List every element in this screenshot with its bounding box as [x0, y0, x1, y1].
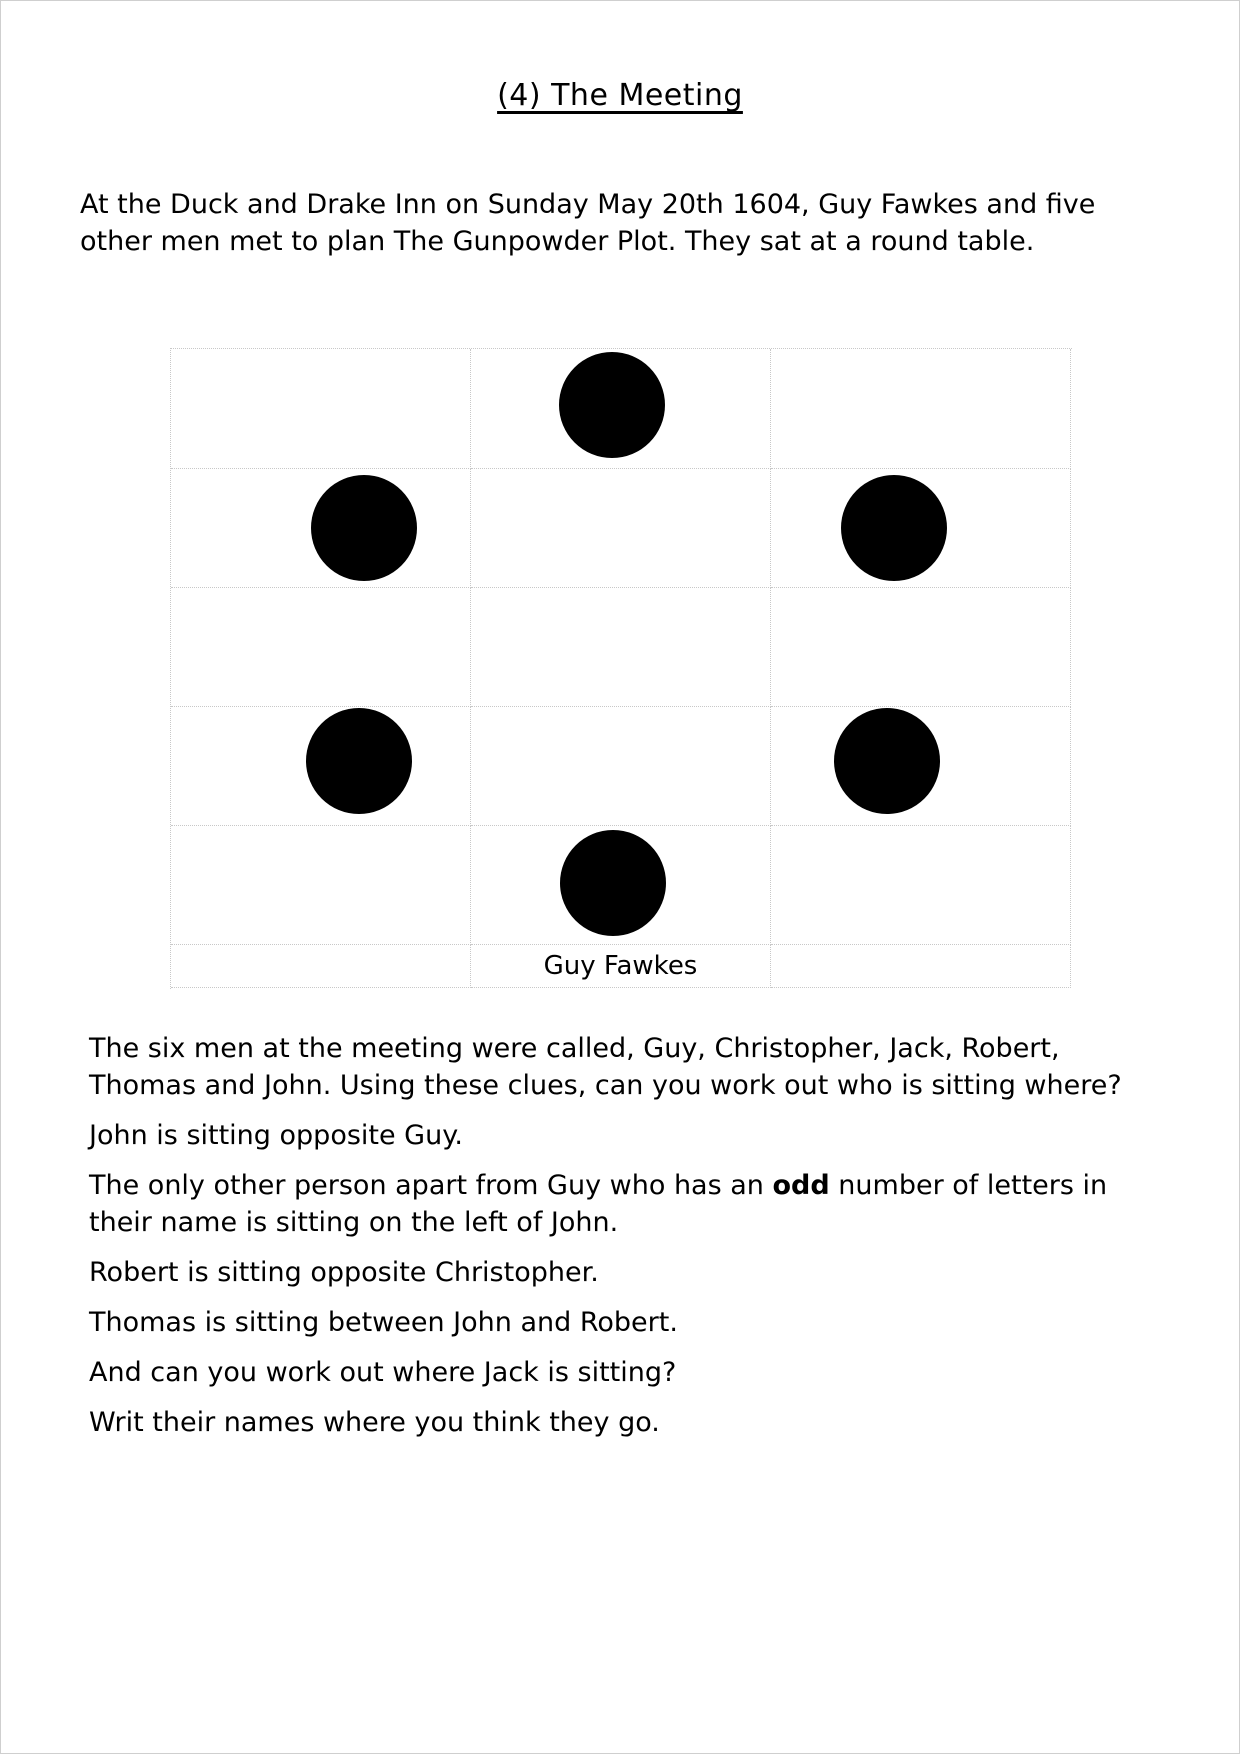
clues-intro-line-1: The six men at the meeting were called, Guy, Christopher, Jack, Robert, — [89, 1033, 1060, 1064]
clue-thomas: Thomas is sitting between John and Robert. — [89, 1307, 678, 1338]
grid-cell[interactable] — [171, 349, 471, 469]
seat-guy-fawkes — [560, 830, 666, 936]
intro-line-1: At the Duck and Drake Inn on Sunday May 20th 1604, Guy Fawkes and five — [80, 189, 1096, 220]
clue-john: John is sitting opposite Guy. — [89, 1120, 463, 1151]
clue-odd-text-after: number of letters in — [829, 1170, 1108, 1201]
clue-odd-line-2: their name is sitting on the left of John. — [89, 1207, 619, 1238]
clue-robert: Robert is sitting opposite Christopher. — [89, 1257, 599, 1288]
grid-cell[interactable] — [471, 469, 771, 588]
question-jack: And can you work out where Jack is sitting? — [89, 1357, 677, 1388]
grid-cell[interactable] — [771, 349, 1071, 469]
grid-cell[interactable] — [771, 826, 1071, 945]
seat-lower-left — [306, 708, 412, 814]
seat-lower-right — [834, 708, 940, 814]
seat-top — [559, 352, 665, 458]
page-title: (4) The Meeting — [497, 78, 743, 113]
clue-odd-letters — [89, 1167, 1189, 1241]
intro-text — [80, 186, 1160, 260]
clue-odd-text-before: The only other person apart from Guy who has an — [89, 1170, 773, 1201]
intro-line-2: other men met to plan The Gunpowder Plot. They sat at a round table. — [80, 226, 1035, 257]
grid-cell[interactable] — [771, 588, 1071, 707]
grid-cell[interactable] — [171, 826, 471, 945]
clue-odd-emphasis: odd — [772, 1170, 830, 1201]
name-blank-right[interactable] — [771, 945, 1071, 988]
clues-intro — [89, 1030, 1189, 1104]
clues-section — [89, 1030, 1189, 1454]
grid-cell[interactable] — [471, 588, 771, 707]
guy-fawkes-caption: Guy Fawkes — [471, 945, 771, 988]
grid-cell[interactable] — [471, 707, 771, 826]
grid-cell[interactable] — [171, 588, 471, 707]
instruction: Writ their names where you think they go. — [89, 1407, 660, 1438]
seat-upper-left — [311, 475, 417, 581]
name-blank-left[interactable] — [171, 945, 471, 988]
clues-intro-line-2: Thomas and John. Using these clues, can you work out who is sitting where? — [89, 1070, 1122, 1101]
seat-upper-right — [841, 475, 947, 581]
